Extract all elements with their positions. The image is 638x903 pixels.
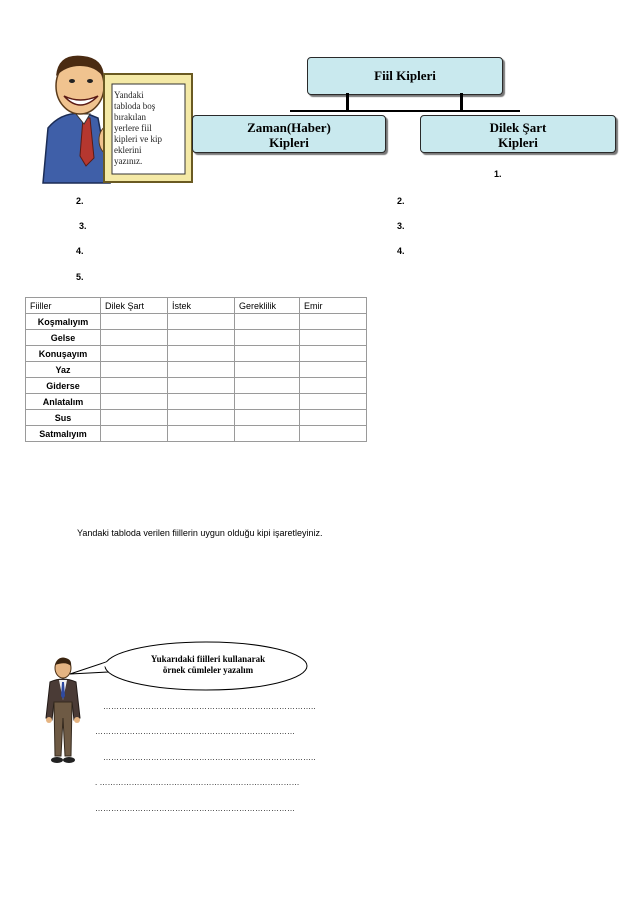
left-branch-line2: Kipleri xyxy=(269,135,309,150)
header-cell: Fiiller xyxy=(26,298,101,314)
answer-cell[interactable] xyxy=(300,426,367,442)
answer-cell[interactable] xyxy=(235,314,300,330)
answer-cell[interactable] xyxy=(235,362,300,378)
right-list-item: 4. xyxy=(397,246,405,256)
table-row xyxy=(26,378,367,394)
verb-cell: Konuşayım xyxy=(26,346,101,362)
answer-cell[interactable] xyxy=(235,410,300,426)
answer-cell[interactable] xyxy=(235,330,300,346)
answer-cell[interactable] xyxy=(300,394,367,410)
table-row xyxy=(26,410,367,426)
verb-cell: Giderse xyxy=(26,378,101,394)
header-cell: Gereklilik xyxy=(235,298,300,314)
speech-bubble-text xyxy=(118,654,298,676)
answer-cell[interactable] xyxy=(101,346,168,362)
root-label: Fiil Kipleri xyxy=(374,68,436,83)
left-list-item: 2. xyxy=(76,196,84,206)
answer-cell[interactable] xyxy=(300,410,367,426)
table-row xyxy=(26,330,367,346)
answer-cell[interactable] xyxy=(101,362,168,378)
connector-horizontal xyxy=(290,110,520,112)
answer-cell[interactable] xyxy=(168,362,235,378)
connector-right-vertical xyxy=(460,93,463,111)
answer-cell[interactable] xyxy=(235,346,300,362)
table-row xyxy=(26,314,367,330)
note-line: bırakılan xyxy=(114,112,146,122)
header-cell: Dilek Şart xyxy=(101,298,168,314)
answer-cell[interactable] xyxy=(101,330,168,346)
table-row xyxy=(26,346,367,362)
table-row xyxy=(26,362,367,378)
teacher-note xyxy=(114,90,184,167)
answer-cell[interactable] xyxy=(300,378,367,394)
answer-cell[interactable] xyxy=(300,346,367,362)
answer-cell[interactable] xyxy=(235,378,300,394)
answer-cell[interactable] xyxy=(101,378,168,394)
verb-cell: Satmalıyım xyxy=(26,426,101,442)
answer-cell[interactable] xyxy=(168,330,235,346)
header-cell: İstek xyxy=(168,298,235,314)
right-list-item: 1. xyxy=(494,169,502,179)
answer-line[interactable]: ………………………………………………………………… xyxy=(95,804,295,813)
answer-cell[interactable] xyxy=(300,362,367,378)
answer-line[interactable]: …………………………………………………………………….. xyxy=(103,702,316,711)
table-header-row xyxy=(26,298,367,314)
answer-cell[interactable] xyxy=(101,426,168,442)
note-line: tabloda boş xyxy=(114,101,156,111)
answer-cell[interactable] xyxy=(168,410,235,426)
answer-cell[interactable] xyxy=(101,410,168,426)
root-box xyxy=(307,57,503,95)
note-line: yazınız. xyxy=(114,156,143,166)
verb-cell: Koşmalıyım xyxy=(26,314,101,330)
right-branch-line1: Dilek Şart xyxy=(489,120,547,135)
note-line: eklerini xyxy=(114,145,142,155)
answer-cell[interactable] xyxy=(101,314,168,330)
verb-cell: Sus xyxy=(26,410,101,426)
instruction-text: Yandaki tabloda verilen fiillerin uygun olduğu kipi işaretleyiniz. xyxy=(77,528,323,538)
left-list-item: 5. xyxy=(76,272,84,282)
left-list-item: 3. xyxy=(79,221,87,231)
left-branch-line1: Zaman(Haber) xyxy=(247,120,331,135)
table-row xyxy=(26,426,367,442)
answer-cell[interactable] xyxy=(168,426,235,442)
answer-cell[interactable] xyxy=(168,378,235,394)
answer-cell[interactable] xyxy=(168,314,235,330)
answer-cell[interactable] xyxy=(300,330,367,346)
note-line: yerlere fiil xyxy=(114,123,152,133)
right-branch-line2: Kipleri xyxy=(498,135,538,150)
right-list-item: 3. xyxy=(397,221,405,231)
verb-cell: Yaz xyxy=(26,362,101,378)
answer-line[interactable]: ………………………………………………………………… xyxy=(95,727,295,736)
right-branch-box xyxy=(420,115,616,153)
connector-left-vertical xyxy=(346,93,349,111)
left-list-item: 4. xyxy=(76,246,84,256)
bubble-line: Yukarıdaki fiilleri kullanarak xyxy=(150,654,266,664)
answer-line[interactable]: …………………………………………………………………….. xyxy=(103,753,316,762)
verb-mood-table xyxy=(25,297,367,442)
table-row xyxy=(26,394,367,410)
answer-cell[interactable] xyxy=(300,314,367,330)
left-branch-box xyxy=(192,115,386,153)
answer-cell[interactable] xyxy=(168,394,235,410)
bubble-line: örnek cümleler yazalım xyxy=(162,665,254,675)
right-list-item: 2. xyxy=(397,196,405,206)
answer-line[interactable]: . ………………………………………………………………… xyxy=(95,778,300,787)
answer-cell[interactable] xyxy=(101,394,168,410)
note-line: kipleri ve kip xyxy=(114,134,162,144)
note-line: Yandaki xyxy=(114,90,144,100)
answer-cell[interactable] xyxy=(235,394,300,410)
header-cell: Emir xyxy=(300,298,367,314)
answer-cell[interactable] xyxy=(168,346,235,362)
answer-cell[interactable] xyxy=(235,426,300,442)
verb-cell: Anlatalım xyxy=(26,394,101,410)
verb-cell: Gelse xyxy=(26,330,101,346)
